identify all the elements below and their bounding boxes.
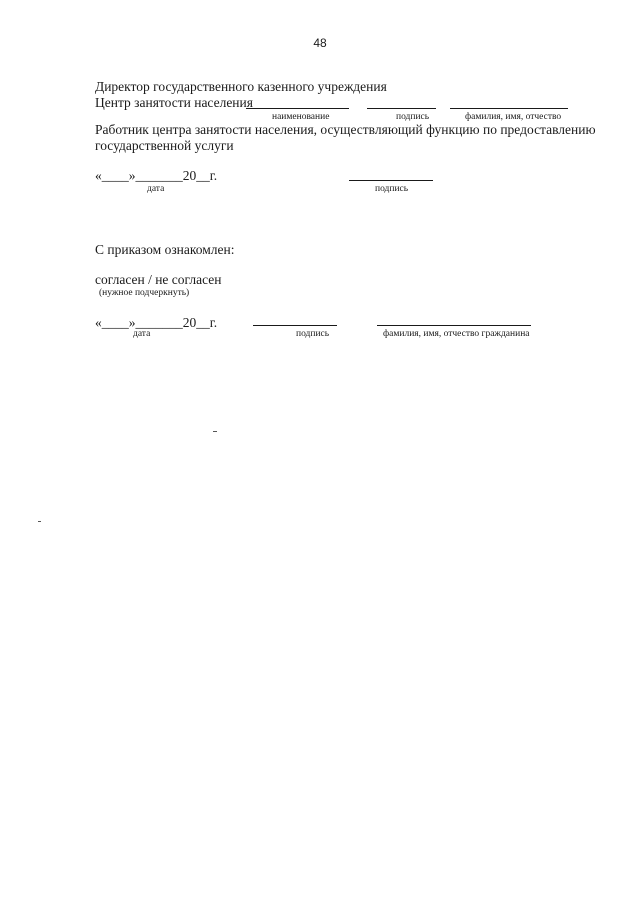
- worker-title-continued: государственной услуги: [95, 138, 234, 153]
- underline-hint: (нужное подчеркнуть): [99, 288, 190, 298]
- citizen-full-name-line: [377, 325, 531, 326]
- citizen-date-field: «____»_______20__г.: [95, 315, 218, 330]
- citizen-date-caption: дата: [133, 329, 151, 339]
- scan-speck: [38, 521, 41, 522]
- full-name-blank-line: [450, 108, 568, 109]
- signature-caption: подпись: [396, 112, 430, 122]
- worker-date-field: «____»_______20__г.: [95, 168, 218, 183]
- full-name-caption: фамилия, имя, отчество: [465, 112, 562, 122]
- citizen-signature-caption: подпись: [296, 329, 330, 339]
- worker-title: Работник центра занятости населения, осуществляющий функцию по предоставлению: [95, 122, 596, 137]
- director-title: Директор государственного казенного учреждения: [95, 79, 387, 94]
- signature-blank-line: [367, 108, 436, 109]
- page-number: 48: [313, 36, 327, 50]
- worker-signature-caption: подпись: [375, 184, 409, 194]
- citizen-full-name-caption: фамилия, имя, отчество гражданина: [383, 329, 530, 339]
- employment-center-label: Центр занятости населения: [95, 95, 253, 110]
- agree-disagree-text: согласен / не согласен: [95, 272, 222, 287]
- worker-signature-line: [349, 180, 433, 181]
- worker-date-caption: дата: [147, 184, 165, 194]
- acknowledgement-heading: С приказом ознакомлен:: [95, 242, 235, 257]
- name-blank-line: [246, 108, 349, 109]
- scan-speck: [213, 431, 217, 432]
- name-caption: наименование: [272, 112, 330, 122]
- citizen-signature-line: [253, 325, 337, 326]
